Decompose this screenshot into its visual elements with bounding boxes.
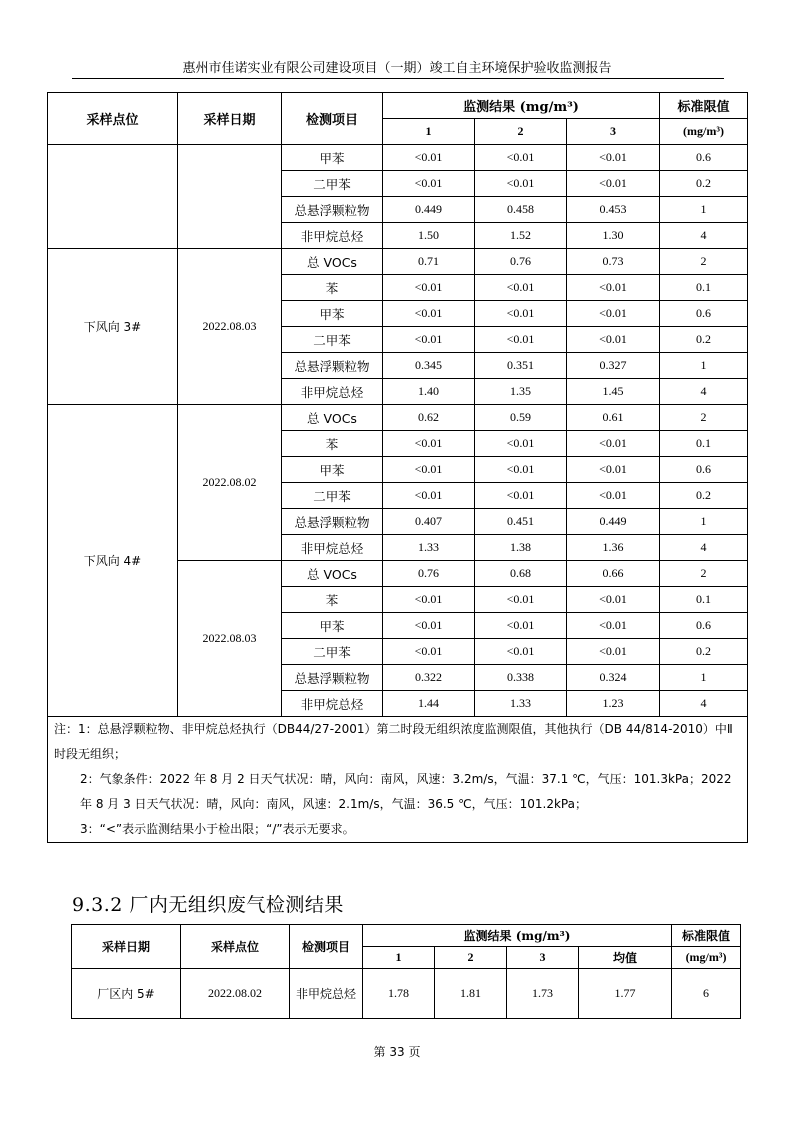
item-cell: 非甲烷总烃 [282, 379, 383, 405]
point-cell: 下风向 3# [48, 249, 178, 405]
item-cell: 非甲烷总烃 [290, 969, 363, 1019]
limit-cell: 4 [660, 535, 748, 561]
result-2: 1.38 [475, 535, 567, 561]
unorganized-emission-table [47, 92, 748, 843]
factory-emission-table [71, 924, 741, 1019]
result-2: <0.01 [475, 613, 567, 639]
result-1: 0.345 [383, 353, 475, 379]
result-2: 0.351 [475, 353, 567, 379]
result-2: 1.33 [475, 691, 567, 717]
result-2: 0.338 [475, 665, 567, 691]
limit-cell: 0.2 [660, 171, 748, 197]
header-divider [72, 78, 724, 79]
result-3: <0.01 [567, 327, 660, 353]
limit-cell: 1 [660, 509, 748, 535]
section-title: 9.3.2 厂内无组织废气检测结果 [72, 894, 344, 916]
result-1: 1.50 [383, 223, 475, 249]
result-1: 1.40 [383, 379, 475, 405]
table-row [48, 405, 748, 431]
point-cell: 2022.08.02 [181, 969, 290, 1019]
note-line-3: 3：“<”表示监测结果小于检出限；“/”表示无要求。 [80, 822, 355, 836]
limit-unit: (mg/m³) [660, 119, 748, 145]
result-1: 0.407 [383, 509, 475, 535]
result-2: <0.01 [475, 171, 567, 197]
col-test-item: 检测项目 [290, 925, 363, 969]
result-3: <0.01 [567, 457, 660, 483]
item-cell: 苯 [282, 587, 383, 613]
result-2: 0.59 [475, 405, 567, 431]
result-3: <0.01 [567, 613, 660, 639]
point-cell: 下风向 4# [48, 405, 178, 717]
limit-cell: 4 [660, 691, 748, 717]
result-1: <0.01 [383, 171, 475, 197]
sub-col-3: 3 [507, 947, 579, 969]
limit-cell: 2 [660, 249, 748, 275]
result-1: <0.01 [383, 327, 475, 353]
limit-cell: 4 [660, 379, 748, 405]
limit-cell: 1 [660, 353, 748, 379]
limit-unit: (mg/m³) [672, 947, 741, 969]
item-cell: 总悬浮颗粒物 [282, 197, 383, 223]
col-sampling-date: 采样日期 [178, 93, 282, 145]
limit-cell: 1 [660, 665, 748, 691]
sub-col-3: 3 [567, 119, 660, 145]
date-cell: 厂区内 5# [72, 969, 181, 1019]
sub-col-1: 1 [363, 947, 435, 969]
result-1: 0.449 [383, 197, 475, 223]
result-2: 1.52 [475, 223, 567, 249]
result-3: 1.23 [567, 691, 660, 717]
limit-cell: 0.2 [660, 639, 748, 665]
page-number: 第 33 页 [373, 1045, 421, 1059]
result-2: 0.451 [475, 509, 567, 535]
result-2: 0.76 [475, 249, 567, 275]
result-2: <0.01 [475, 457, 567, 483]
col-monitor-result: 监测结果 (mg/m³) [363, 925, 672, 947]
note-line-2: 2：气象条件：2022 年 8 月 2 日天气状况：晴，风向：南风，风速：3.2m/s，气温：37.1 ℃，气压：101.3kPa；2022 年 8 月 3 日天气状况：晴，风向：南风，风速：2.1m/s，气温：36.5 ℃，气压：101.2kPa； [80, 772, 732, 811]
limit-cell: 4 [660, 223, 748, 249]
item-cell: 总 VOCs [282, 249, 383, 275]
notes-row [48, 717, 748, 843]
result-3: <0.01 [567, 587, 660, 613]
col-standard-limit: 标准限值 [672, 925, 741, 947]
limit-cell: 0.6 [660, 145, 748, 171]
item-cell: 总悬浮颗粒物 [282, 353, 383, 379]
item-cell: 非甲烷总烃 [282, 223, 383, 249]
point-cell [48, 145, 178, 249]
result-3: <0.01 [567, 171, 660, 197]
item-cell: 总 VOCs [282, 405, 383, 431]
result-1: <0.01 [383, 483, 475, 509]
result-2: <0.01 [475, 327, 567, 353]
result-2: 1.81 [435, 969, 507, 1019]
result-1: 0.62 [383, 405, 475, 431]
result-3: 0.73 [567, 249, 660, 275]
table-row [48, 249, 748, 275]
result-3: <0.01 [567, 431, 660, 457]
result-3: <0.01 [567, 145, 660, 171]
limit-cell: 2 [660, 405, 748, 431]
item-cell: 苯 [282, 275, 383, 301]
result-3: <0.01 [567, 301, 660, 327]
item-cell: 总悬浮颗粒物 [282, 665, 383, 691]
item-cell: 苯 [282, 431, 383, 457]
item-cell: 二甲苯 [282, 639, 383, 665]
date-cell: 2022.08.03 [178, 561, 282, 717]
table-row [72, 969, 741, 1019]
item-cell: 甲苯 [282, 145, 383, 171]
result-1: <0.01 [383, 275, 475, 301]
result-2: <0.01 [475, 145, 567, 171]
limit-cell: 0.6 [660, 613, 748, 639]
result-2: 0.458 [475, 197, 567, 223]
result-1: <0.01 [383, 457, 475, 483]
result-3: 0.453 [567, 197, 660, 223]
sub-col-2: 2 [435, 947, 507, 969]
limit-cell: 1 [660, 197, 748, 223]
result-1: 1.33 [383, 535, 475, 561]
result-1: 1.44 [383, 691, 475, 717]
sub-col-2: 2 [475, 119, 567, 145]
result-1: 0.76 [383, 561, 475, 587]
item-cell: 总悬浮颗粒物 [282, 509, 383, 535]
result-3: <0.01 [567, 483, 660, 509]
col-standard-limit: 标准限值 [660, 93, 748, 119]
col-sampling-point: 采样点位 [181, 925, 290, 969]
sub-col-avg: 均值 [579, 947, 672, 969]
result-1: <0.01 [383, 145, 475, 171]
result-2: <0.01 [475, 301, 567, 327]
col-monitor-result: 监测结果 (mg/m³) [383, 93, 660, 119]
limit-cell: 6 [672, 969, 741, 1019]
item-cell: 二甲苯 [282, 171, 383, 197]
date-cell [178, 145, 282, 249]
item-cell: 总 VOCs [282, 561, 383, 587]
limit-cell: 2 [660, 561, 748, 587]
table-row [48, 145, 748, 171]
result-3: 0.327 [567, 353, 660, 379]
result-3: <0.01 [567, 639, 660, 665]
note-line-1: 注：1：总悬浮颗粒物、非甲烷总烃执行（DB44/27-2001）第二时段无组织浓度监测限值，其他执行（DB 44/814-2010）中Ⅱ时段无组织； [54, 722, 733, 761]
limit-cell: 0.2 [660, 483, 748, 509]
date-cell: 2022.08.02 [178, 405, 282, 561]
item-cell: 非甲烷总烃 [282, 691, 383, 717]
col-test-item: 检测项目 [282, 93, 383, 145]
result-1: 0.71 [383, 249, 475, 275]
result-2: 0.68 [475, 561, 567, 587]
notes-cell [48, 717, 748, 843]
item-cell: 二甲苯 [282, 327, 383, 353]
sub-col-1: 1 [383, 119, 475, 145]
result-3: <0.01 [567, 275, 660, 301]
result-3: 0.66 [567, 561, 660, 587]
result-3: 1.36 [567, 535, 660, 561]
result-2: <0.01 [475, 275, 567, 301]
col-sampling-point: 采样点位 [48, 93, 178, 145]
result-3: 0.61 [567, 405, 660, 431]
result-3: 1.45 [567, 379, 660, 405]
result-1: <0.01 [383, 431, 475, 457]
item-cell: 非甲烷总烃 [282, 535, 383, 561]
result-1: 1.78 [363, 969, 435, 1019]
result-1: <0.01 [383, 301, 475, 327]
result-3: 1.73 [507, 969, 579, 1019]
limit-cell: 0.6 [660, 457, 748, 483]
result-2: <0.01 [475, 483, 567, 509]
date-cell: 2022.08.03 [178, 249, 282, 405]
limit-cell: 0.6 [660, 301, 748, 327]
result-3: 0.324 [567, 665, 660, 691]
limit-cell: 0.1 [660, 431, 748, 457]
col-sampling-date: 采样日期 [72, 925, 181, 969]
result-avg: 1.77 [579, 969, 672, 1019]
result-3: 1.30 [567, 223, 660, 249]
result-1: <0.01 [383, 639, 475, 665]
item-cell: 甲苯 [282, 613, 383, 639]
result-2: <0.01 [475, 639, 567, 665]
item-cell: 甲苯 [282, 301, 383, 327]
result-2: <0.01 [475, 431, 567, 457]
result-1: <0.01 [383, 613, 475, 639]
limit-cell: 0.2 [660, 327, 748, 353]
result-1: <0.01 [383, 587, 475, 613]
result-2: 1.35 [475, 379, 567, 405]
item-cell: 二甲苯 [282, 483, 383, 509]
limit-cell: 0.1 [660, 275, 748, 301]
limit-cell: 0.1 [660, 587, 748, 613]
result-1: 0.322 [383, 665, 475, 691]
item-cell: 甲苯 [282, 457, 383, 483]
result-3: 0.449 [567, 509, 660, 535]
result-2: <0.01 [475, 587, 567, 613]
report-header: 惠州市佳诺实业有限公司建设项目（一期）竣工自主环境保护验收监测报告 [182, 61, 612, 76]
